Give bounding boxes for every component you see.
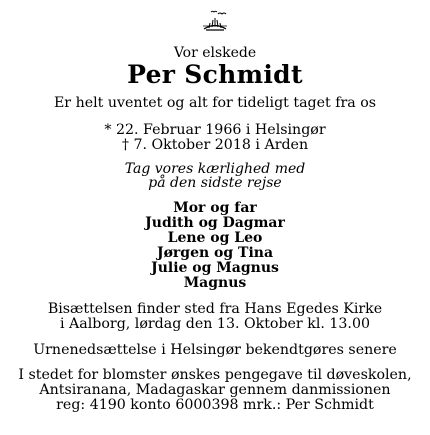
family-member: Mor og far	[173, 200, 257, 216]
verse-line: Tag vores kærlighed med	[124, 161, 306, 177]
family-member: Lene og Leo	[167, 230, 263, 246]
subtitle: Er helt uventet og alt for tideligt taget fra os	[53, 95, 377, 111]
donation-info: reg: 4190 konto 6000398 mrk.: Per Schmidt	[56, 397, 374, 413]
family-member: Judith og Dagmar	[145, 215, 285, 231]
birth-date: * 22. Februar 1966 i Helsingør	[104, 122, 326, 138]
urn-info: Urnenedsættelse i Helsingør bekendtgøres senere	[33, 342, 397, 358]
funeral-info: i Aalborg, lørdag den 13. Oktober kl. 13.00	[60, 316, 370, 332]
deceased-name: Per Schmidt	[127, 60, 303, 89]
intro-text: Vor elskede	[173, 45, 257, 61]
donation-info: Antsiranana, Madagaskar gennem danmissionen	[39, 382, 391, 398]
family-member: Julie og Magnus	[151, 260, 279, 276]
death-date: † 7. Oktober 2018 i Arden	[121, 137, 309, 153]
funeral-info: Bisættelsen finder sted fra Hans Egedes Kirke	[47, 301, 383, 317]
sunset-birds-icon	[201, 9, 229, 33]
family-member: Magnus	[183, 275, 247, 291]
family-member: Jørgen og Tina	[156, 245, 274, 261]
verse-line: på den sidste rejse	[148, 175, 282, 191]
donation-info: I stedet for blomster ønskes pengegave til døveskolen,	[18, 367, 412, 383]
